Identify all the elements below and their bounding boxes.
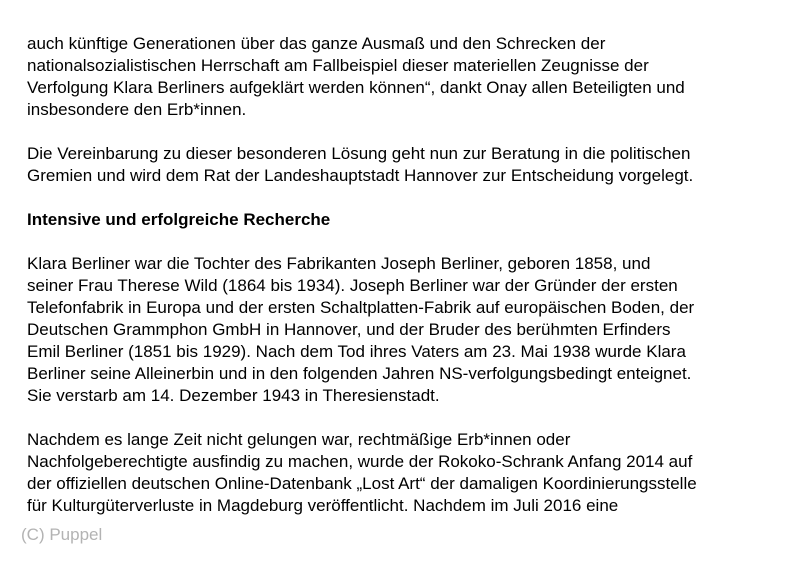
text-line: Berliner seine Alleinerbin und in den folgenden Jahren NS-verfolgungsbedingt enteignet. <box>27 364 692 383</box>
text-line: insbesondere den Erb*innen. <box>27 100 247 119</box>
paragraph-biography <box>27 253 797 407</box>
text-line: Nachdem es lange Zeit nicht gelungen war, rechtmäßige Erb*innen oder <box>27 430 571 449</box>
document-body <box>27 33 797 539</box>
text-line: der offiziellen deutschen Online-Datenbank „Lost Art“ der damaligen Koordinierungsstelle <box>27 474 697 493</box>
text-line: Nachfolgeberechtigte ausfindig zu machen, wurde der Rokoko-Schrank Anfang 2014 auf <box>27 452 693 471</box>
paragraph-thanks <box>27 33 797 121</box>
text-line: für Kulturgüterverluste in Magdeburg veröffentlicht. Nachdem im Juli 2016 eine <box>27 496 619 515</box>
section-heading: Intensive und erfolgreiche Recherche <box>27 210 331 229</box>
copyright-watermark: (C) Puppel <box>21 525 103 544</box>
paragraph-research <box>27 429 797 517</box>
text-line: Gremien und wird dem Rat der Landeshauptstadt Hannover zur Entscheidung vorgelegt. <box>27 166 694 185</box>
text-line: seiner Frau Therese Wild (1864 bis 1934). Joseph Berliner war der Gründer der ersten <box>27 276 678 295</box>
text-line: Telefonfabrik in Europa und der ersten Schaltplatten-Fabrik auf europäischen Boden, der <box>27 298 695 317</box>
text-line: Emil Berliner (1851 bis 1929). Nach dem Tod ihres Vaters am 23. Mai 1938 wurde Klara <box>27 342 686 361</box>
text-line: Die Vereinbarung zu dieser besonderen Lösung geht nun zur Beratung in die politischen <box>27 144 691 163</box>
paragraph-agreement <box>27 143 797 187</box>
text-line: Deutschen Grammphon GmbH in Hannover, und der Bruder des berühmten Erfinders <box>27 320 671 339</box>
text-line: Klara Berliner war die Tochter des Fabrikanten Joseph Berliner, geboren 1858, und <box>27 254 651 273</box>
text-line: Sie verstarb am 14. Dezember 1943 in Theresienstadt. <box>27 386 440 405</box>
text-line: Verfolgung Klara Berliners aufgeklärt werden können“, dankt Onay allen Beteiligten und <box>27 78 685 97</box>
text-line: nationalsozialistischen Herrschaft am Fallbeispiel dieser materiellen Zeugnisse der <box>27 56 649 75</box>
text-line: auch künftige Generationen über das ganze Ausmaß und den Schrecken der <box>27 34 606 53</box>
